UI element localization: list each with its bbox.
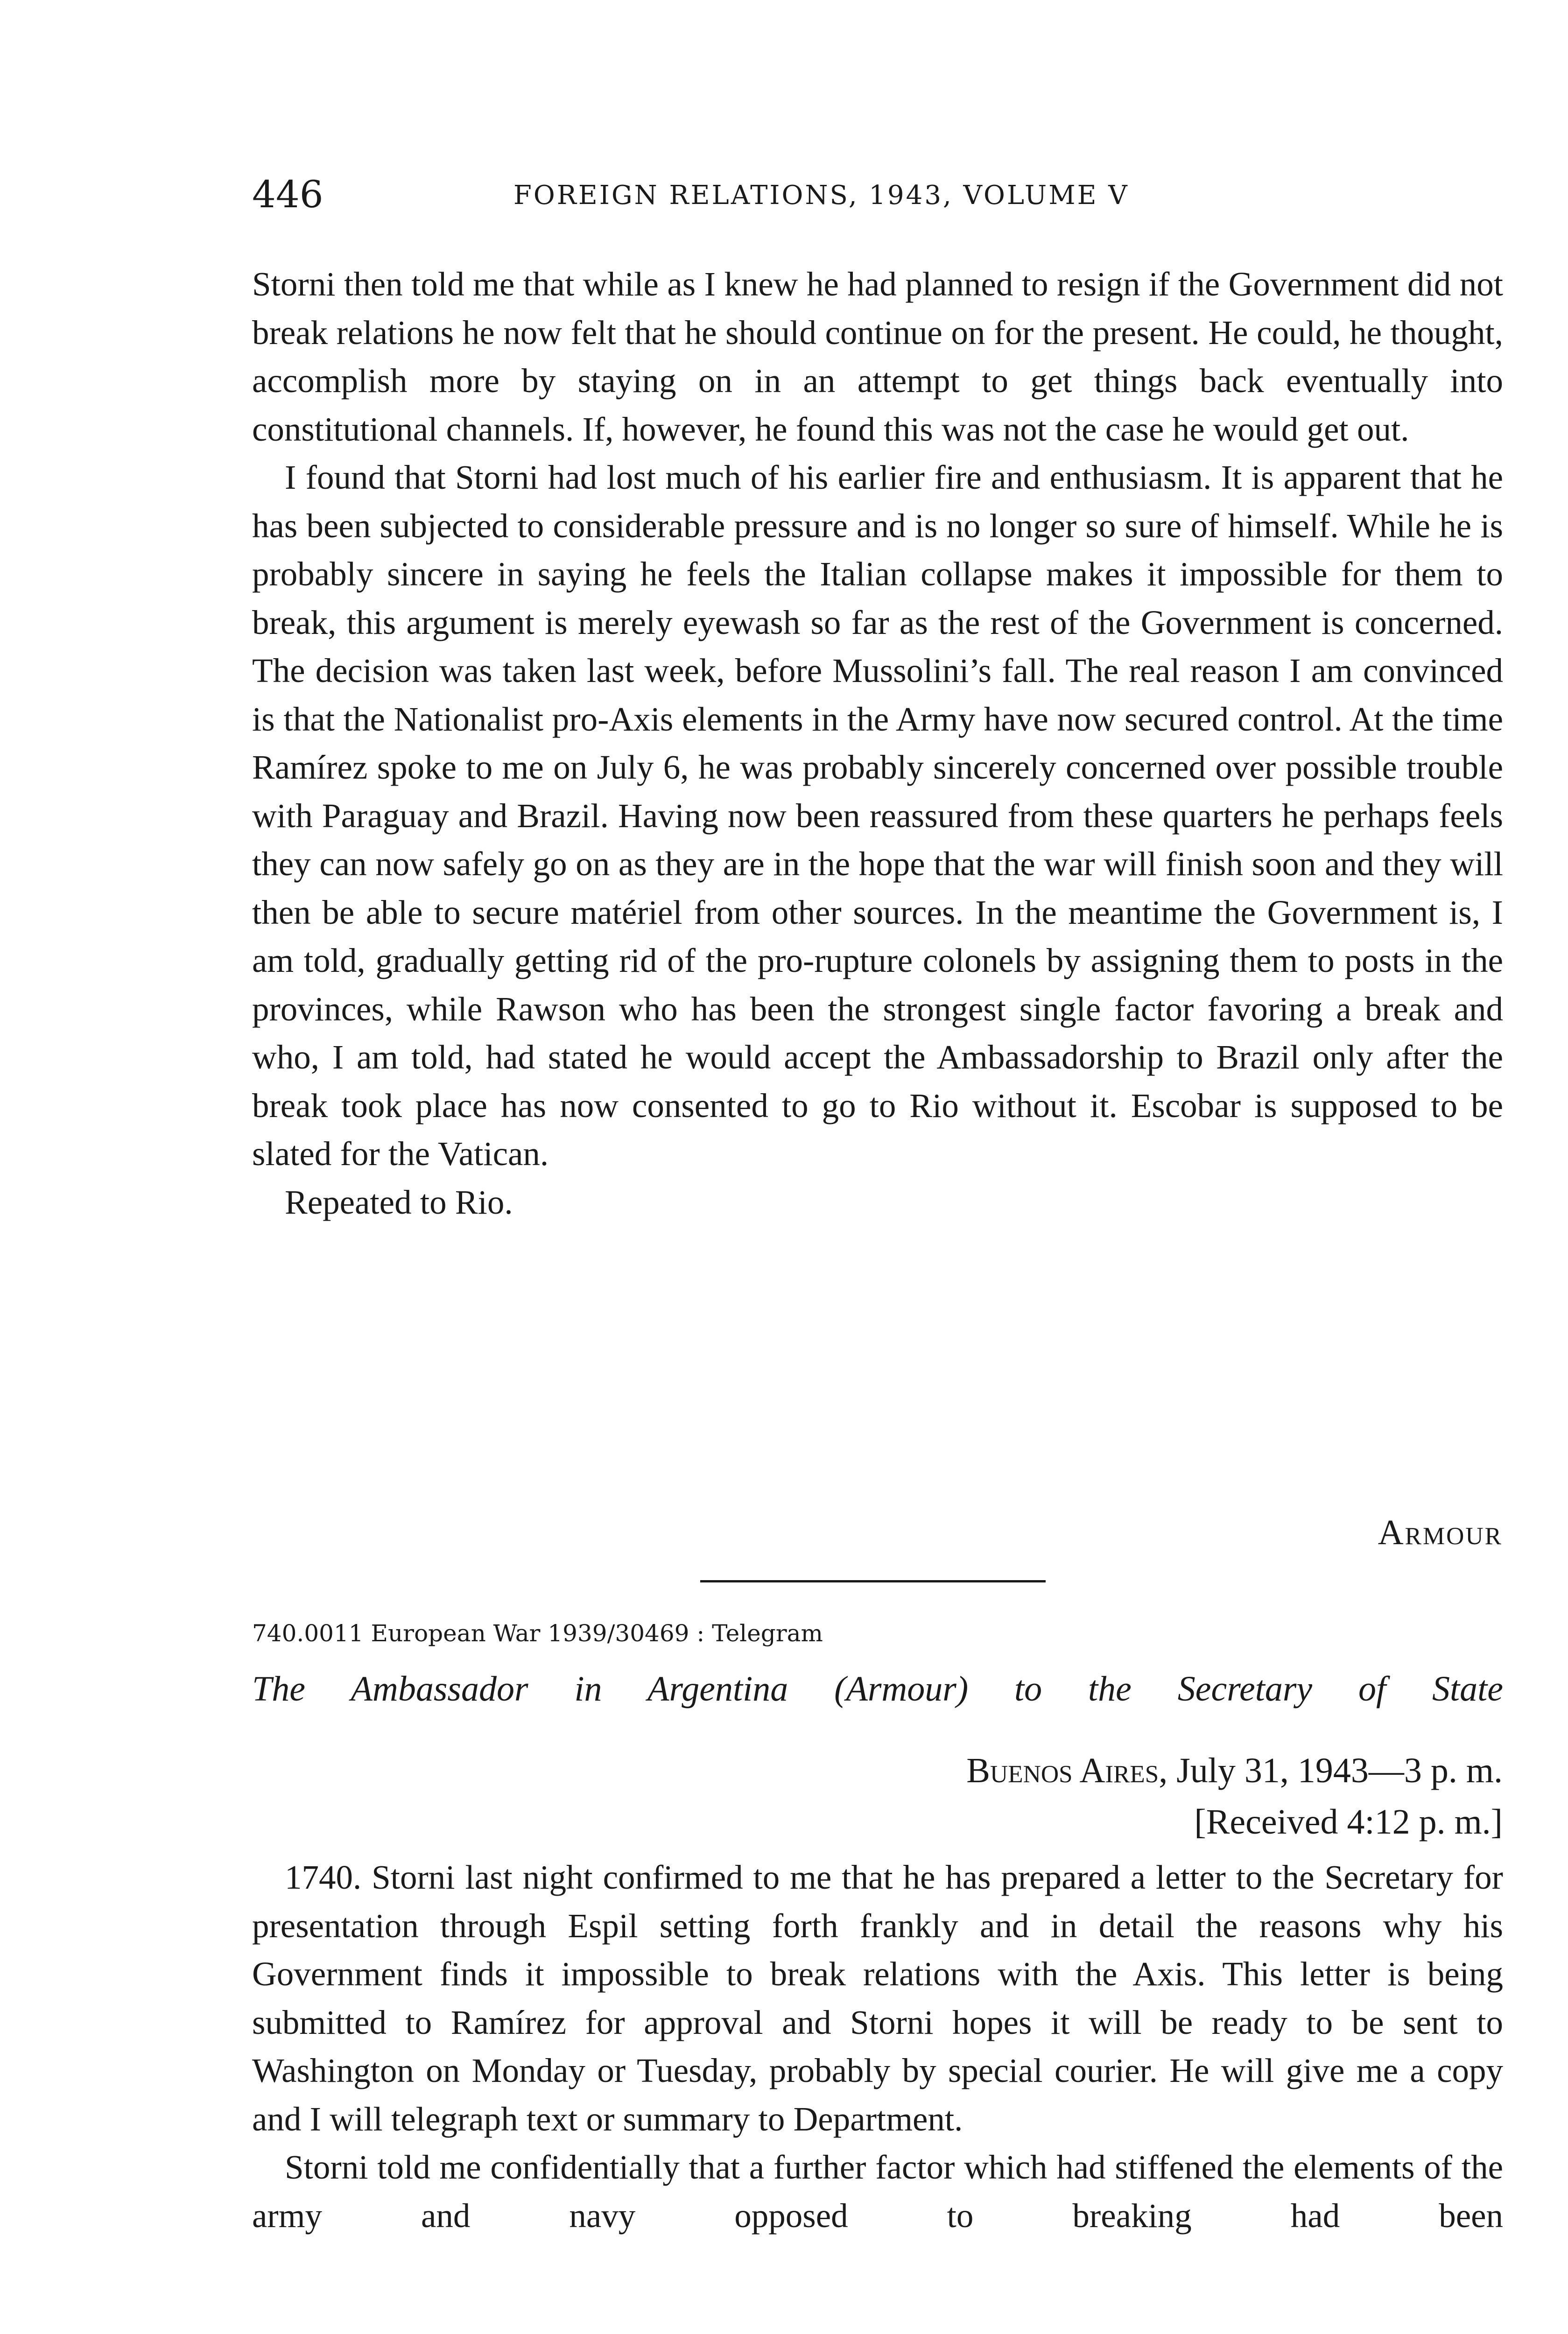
file-reference: 740.0011 European War 1939/30469 : Telegram	[252, 1620, 823, 1647]
page-number: 446	[252, 173, 323, 216]
dateline	[966, 1750, 1503, 1791]
running-head: FOREIGN RELATIONS, 1943, VOLUME V	[513, 180, 1129, 211]
signature-text: Armour	[1378, 1513, 1503, 1552]
body-paragraph: I found that Storni had lost much of his earlier fire and enthusiasm. It is apparent that he has been subjected to considerable pressure and is no longer so sure of himself. While he is probably sincere in saying he feels the Italian collapse makes it impossible for them to break, this argument is merely eyewash so far as the rest of the Government is concerned. The decision was taken last week, before Mussolini’s fall. The real reason I am convinced is that the Nationalist pro-Axis elements in the Army have now secured control. At the time Ramírez spoke to me on July 6, he was probably sincerely concerned over possible trouble with Paraguay and Brazil. Having now been reassured from these quarters he perhaps feels they can now safely go on as they are in the hope that the war will finish soon and they will then be able to secure matériel from other sources. In the meantime the Government is, I am told, gradually getting rid of the pro-rupture colonels by assigning them to posts in the provinces, while Rawson who has been the strongest single factor favoring a break and who, I am told, had stated he would accept the Ambassadorship to Brazil only after the break took place has now consented to go to Rio without it. Escobar is supposed to be slated for the Vatican.	[252, 458, 1503, 1173]
document-title: The Ambassador in Argentina (Armour) to the Secretary of State	[252, 1669, 1503, 1708]
page-header	[252, 173, 1503, 219]
body-paragraph: Storni told me confidentially that a further factor which had stiffened the elements of the army and navy opposed to breaking had been	[252, 2148, 1503, 2235]
body-paragraph: Repeated to Rio.	[285, 1183, 513, 1221]
body-paragraph: 1740. Storni last night confirmed to me that he has prepared a letter to the Secretary for presentation through Espil setting forth frankly and in detail the reasons why his Government finds it impossible to break relations with the Axis. This letter is being submitted to Ramírez for approval and Storni hopes it will be ready to be sent to Washington on Monday or Tuesday, probably by special courier. He will give me a copy and I will telegraph text or summary to Department.	[252, 1858, 1503, 2138]
dateline-place: Buenos Aires	[966, 1751, 1159, 1790]
telegram-continuation-body	[252, 260, 1503, 1226]
telegram-body	[252, 1853, 1503, 2240]
signature	[1378, 1512, 1503, 1553]
received-note: [Received 4:12 p. m.]	[1194, 1802, 1503, 1842]
section-divider	[700, 1580, 1046, 1582]
dateline-date: , July 31, 1943—3 p. m.	[1159, 1751, 1503, 1790]
body-paragraph: Storni then told me that while as I knew he had planned to resign if the Government did not break relations he now felt that he should continue on for the present. He could, he thought, accomplish more by staying on in an attempt to get things back eventually into constitutional channels. If, however, he found this was not the case he would get out.	[252, 265, 1503, 448]
